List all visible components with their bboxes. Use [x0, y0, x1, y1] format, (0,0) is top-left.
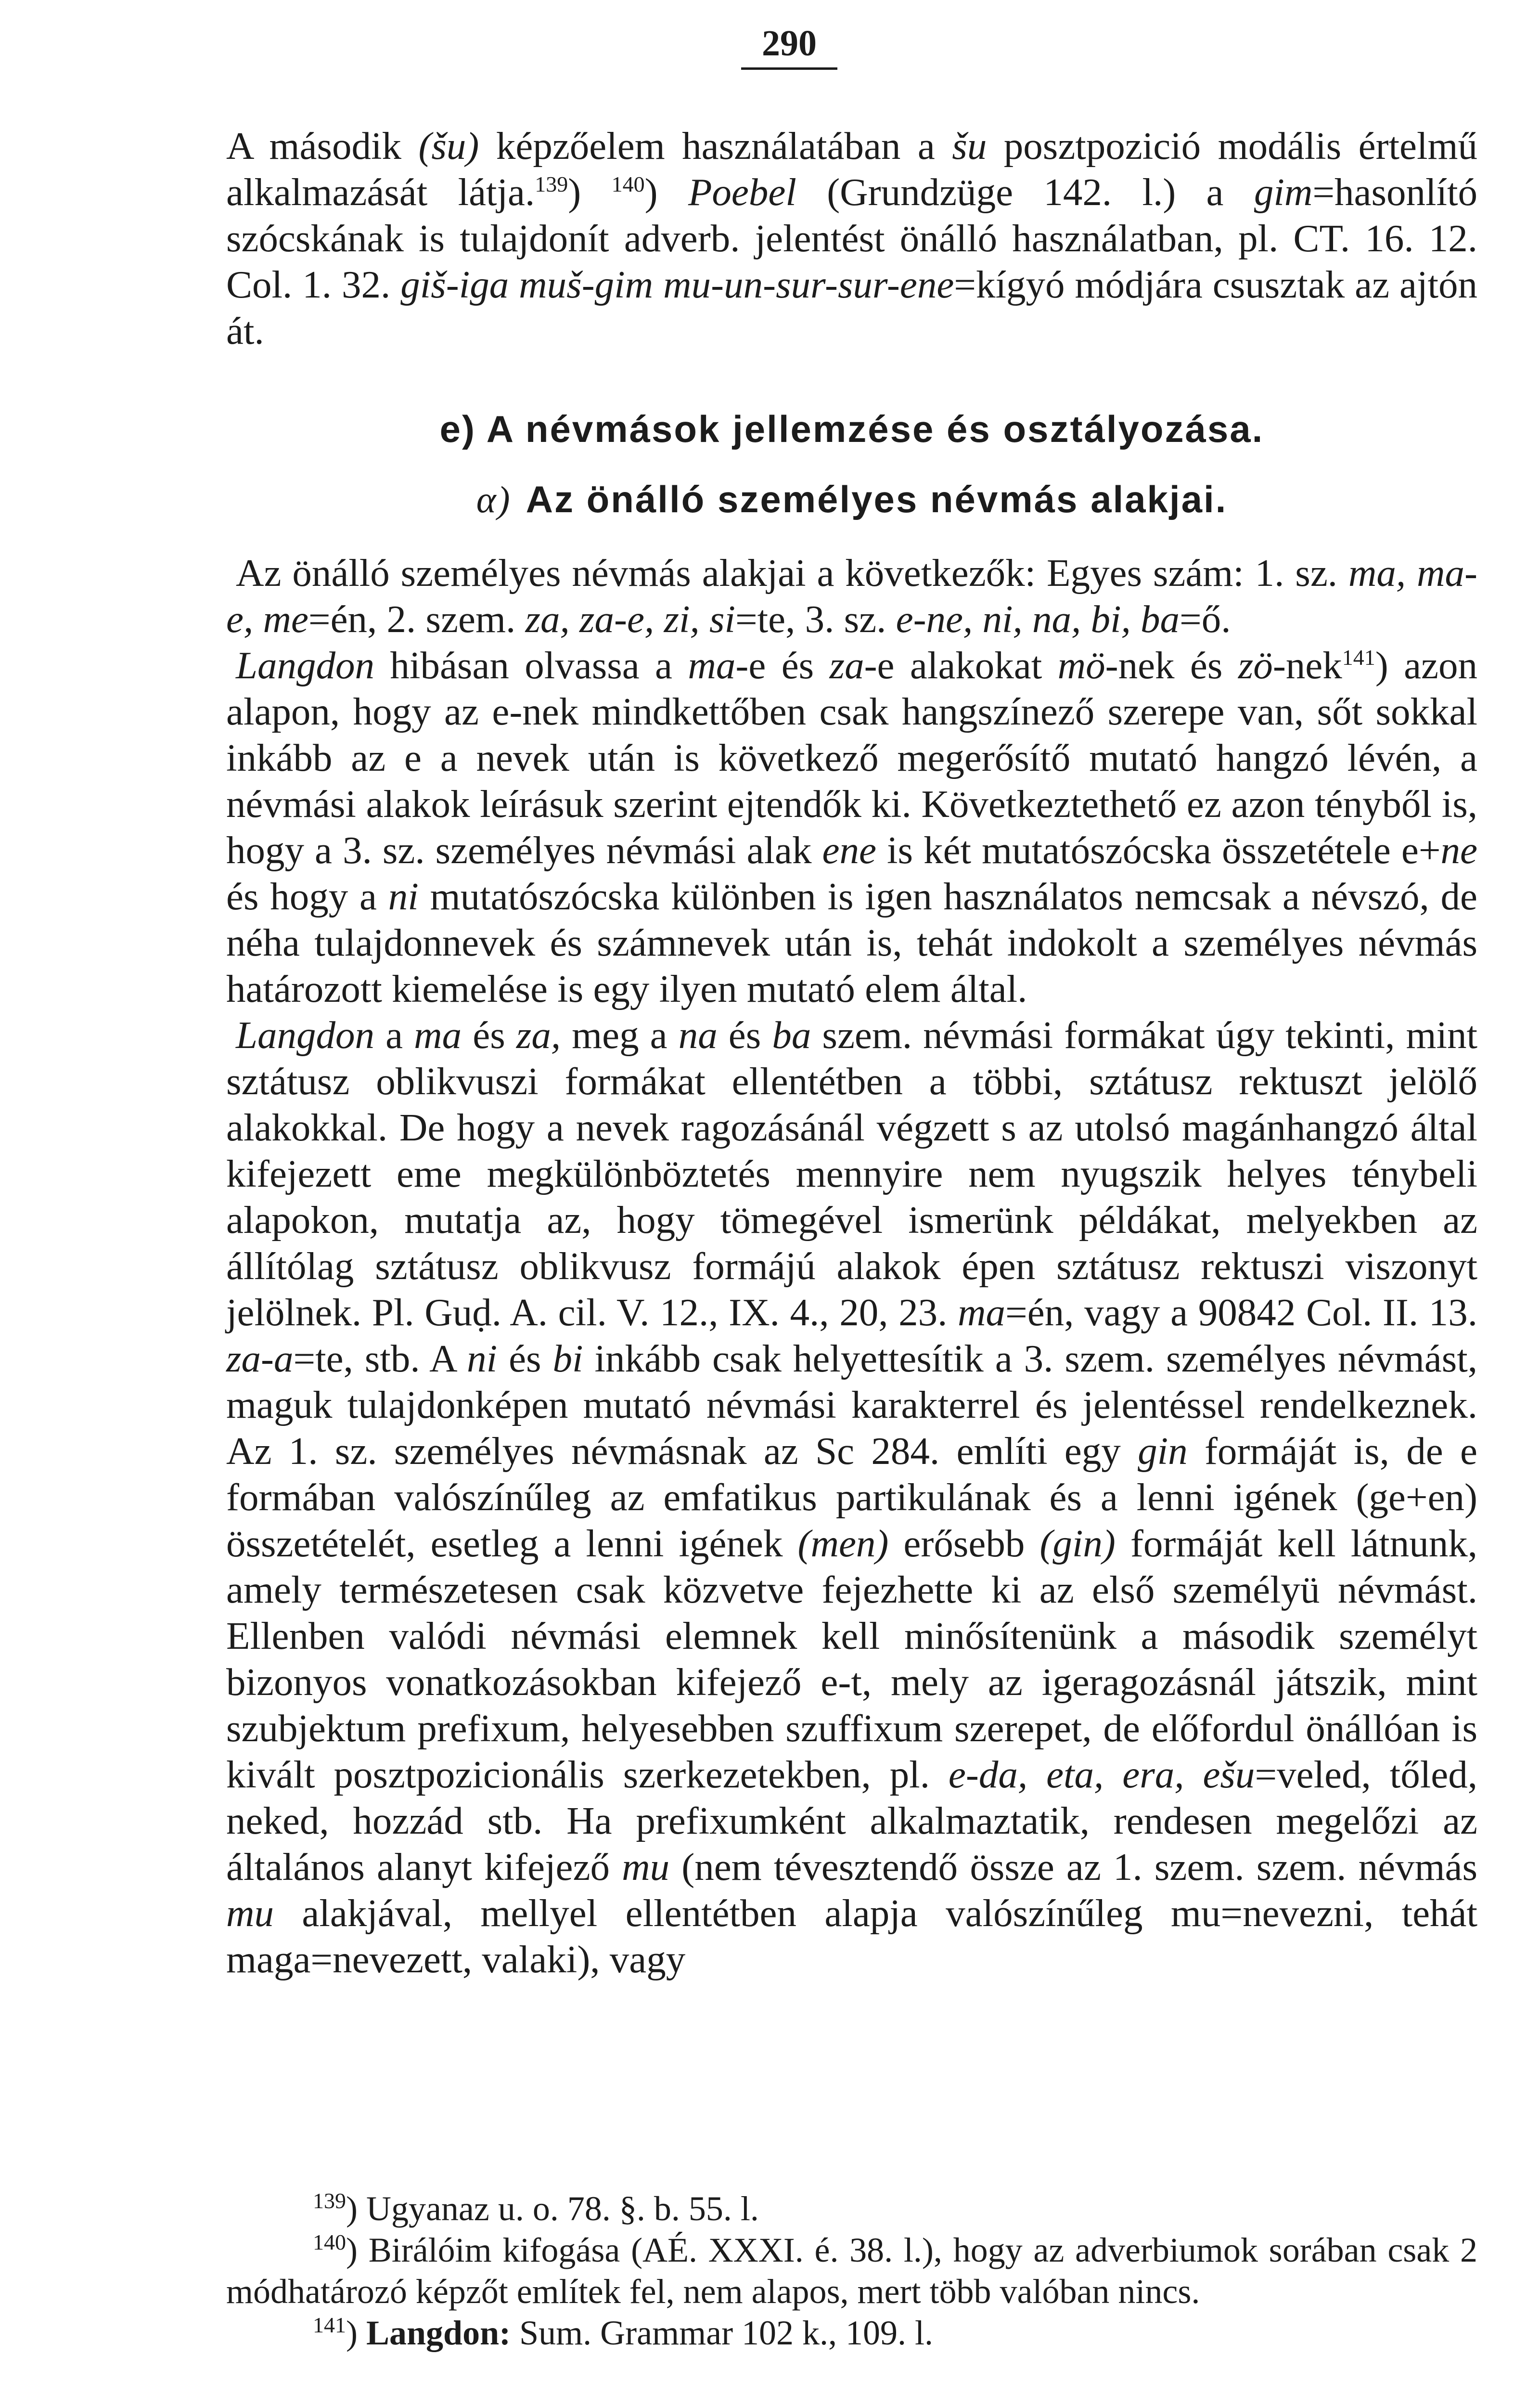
text-run: ) azon alapon, hogy az e-nek mindkettőben csak hangszínező szerepe van, sőt sokkal inkább az e a nevek után is következő megerősítő mutató hangzó lévén, a névmási alakok leírásuk szerint ejtendők ki. Következtethető ez azon tényből is, hogy a 3. sz. személyes névmási alak [226, 644, 1477, 872]
italic-term: ene [822, 828, 876, 872]
italic-term: šu [952, 124, 987, 168]
text-run: posztpozició modális értelmű alkalmazását látja. [226, 124, 1477, 214]
subsection-marker: α) [476, 479, 512, 520]
italic-term: mu [226, 1891, 274, 1935]
author-name: Langdon [236, 1013, 375, 1057]
paragraph-langdon-1 [226, 642, 1477, 1012]
italic-term: zö [1238, 644, 1273, 687]
footnote-number: 139 [313, 2188, 346, 2213]
page-number: 290 [741, 19, 837, 70]
text-run: meg a [561, 1013, 679, 1057]
italic-term: e-ne, ni, na, bi, ba [896, 597, 1180, 641]
text-run: a [374, 1013, 414, 1057]
text-run: (Grundzüge 142. l.) a [796, 170, 1254, 214]
footnote-text: ) Ugyanaz u. o. 78. §. b. 55. l. [346, 2189, 759, 2228]
text-run: mutatószócska különben is igen használatos nemcsak a névszó, de néha tulajdonnevek és számnevek után is, tehát indokolt a személyes névmás határozott kiemelése is egy ilyen mutató elem által. [226, 875, 1477, 1010]
section-heading: e) A névmások jellemzése és osztályozása. [439, 408, 1264, 450]
italic-term: ne [1440, 828, 1477, 872]
text-run: -e és [735, 644, 830, 687]
text-run: =én, vagy a 90842 Col. II. 13. [1005, 1291, 1478, 1334]
italic-term: ma [688, 644, 736, 687]
footnote-text: Sum. Grammar 102 k., 109. l. [511, 2314, 934, 2352]
text-run: =kígyó módjára csusztak az ajtón át. [226, 263, 1478, 352]
text-run: -nek [1272, 644, 1342, 687]
text-run: és [462, 1013, 516, 1057]
text-run: képzőelem használatában a [479, 124, 952, 168]
footnote-text: ) Birálóim kifogása (AÉ. XXXI. é. 38. l.), hogy az adverbiumok sorában csak 2 módhatározó képzőt említek fel, nem alapos, mert több valóban nincs. [226, 2231, 1477, 2311]
subsection-heading [226, 476, 1477, 523]
text-run: formáját kell látnunk, amely természetesen csak közvetve fejezhette ki az első személyü névmást. Ellenben valódi névmási elemnek kell minősítenünk a második személyt bizonyos vonatkozásokban kifejező e-t, mely az igeragozásnál játszik, mint szubjektum prefixum, helyesebben szuffixum szerepet, de előfordul önállóan is kivált posztpozicionális szerkezetekben, pl. [226, 1522, 1477, 1796]
text-run: is két mutatószócska összetétele e+ [876, 828, 1441, 872]
text-run: (nem tévesztendő össze az 1. szem. szem. névmás [669, 1845, 1477, 1889]
text-run: =veled, tőled, neked, hozzád stb. Ha prefixumként alkalmaztatik, rendesen megelőzi az általános alanyt kifejező [226, 1753, 1477, 1889]
text-run: Az önálló személyes névmás alakjai a következők: Egyes szám: 1. sz. [236, 551, 1348, 595]
text-run: =te, stb. A [293, 1337, 467, 1380]
footnote-text: ) [346, 2314, 366, 2352]
footnote-number: 140 [313, 2230, 346, 2254]
italic-term: ba [772, 1013, 811, 1057]
italic-term: za [829, 644, 864, 687]
footnote-141 [226, 2312, 1477, 2354]
paragraph-forms [226, 550, 1477, 642]
text-run: ) [568, 170, 581, 214]
text-run: =ő. [1180, 597, 1231, 641]
footnotes [226, 2188, 1477, 2354]
text-run: szem. névmási formákat úgy tekinti, mint sztátusz oblikvuszi formákat ellentétben a többi, sztátusz rektuszt jelölő alakokkal. De hogy a nevek ragozásánál végzett s az utolsó magánhangzó által kifejezett eme megkülönböztetés mennyire nem nyugszik helyes ténybeli alapokon, mutatja az, hogy tömegével ismerünk példákat, melyekben az állítólag sztátusz oblikvusz formájú alakok épen sztátusz rektuszi viszonyt jelölnek. Pl. Guḍ. A. cil. V. 12., IX. 4., 20, 23. [226, 1013, 1477, 1334]
italic-term: mö [1057, 644, 1105, 687]
text-run: inkább csak helyettesítik a 3. szem. személyes névmást, maguk tulajdonképen mutató névmási karakterrel és jelentéssel rendelkeznek. Az 1. sz. személyes névmásnak az Sc 284. említi egy [226, 1337, 1477, 1473]
italic-term: za-a [226, 1337, 294, 1380]
paragraph-langdon-2 [226, 1012, 1477, 1982]
text-run: =te, 3. sz. [735, 597, 896, 641]
italic-term: za, za-e, zi, si [525, 597, 735, 641]
footnote-139 [226, 2188, 1477, 2229]
subsection-title: Az önálló személyes névmás alakjai. [526, 478, 1228, 520]
text-run: =én, 2. szem. [308, 597, 526, 641]
italic-term: gin [1138, 1429, 1188, 1473]
main-text [226, 123, 1477, 1982]
italic-term: ma [414, 1013, 462, 1057]
italic-term: na [678, 1013, 718, 1057]
text-run: és hogy a [226, 875, 388, 918]
text-run: A második [226, 124, 419, 168]
italic-term: mu [622, 1845, 670, 1889]
text-run: erősebb [888, 1522, 1040, 1565]
text-run: -e alakokat [864, 644, 1058, 687]
text-run: és [717, 1013, 772, 1057]
text-run: -nek és [1105, 644, 1238, 687]
italic-term: e-da, eta, era, ešu [948, 1753, 1255, 1796]
footnote-ref-141: 141 [1342, 645, 1375, 670]
italic-term: ma [958, 1291, 1006, 1334]
footnote-ref-140: 140 [611, 172, 645, 196]
author-name: Poebel [688, 170, 796, 214]
sumerian-example: giš-iga muš-gim mu-un-sur-sur-ene [400, 263, 954, 306]
text-run: és [497, 1337, 553, 1380]
italic-term: gim [1254, 170, 1313, 214]
author-name: Langdon [236, 644, 375, 687]
italic-term: bi [552, 1337, 583, 1380]
text-run: formáját is, de e formában valószínűleg az emfatikus partikulának és a lenni igének (ge+en) összetételét, esetleg a lenni igének [226, 1429, 1477, 1565]
italic-term: (gin) [1040, 1522, 1116, 1565]
italic-term: ma, ma-e, me [226, 551, 1477, 641]
italic-term: ni [467, 1337, 498, 1380]
italic-term: (šu) [418, 124, 479, 168]
text-run: hibásan olvassa a [374, 644, 688, 687]
author-name: Langdon: [366, 2314, 511, 2352]
intro-paragraph [226, 123, 1477, 354]
footnote-ref-139: 139 [535, 172, 568, 196]
footnote-140 [226, 2229, 1477, 2312]
footnote-number: 141 [313, 2313, 346, 2337]
text-run: ) [644, 170, 658, 214]
text-run: =hasonlító szócskának is tulajdonít adverb. jelentést önálló használatban, pl. CT. 16. 12. Col. 1. 32. [226, 170, 1478, 306]
italic-term: za, [516, 1013, 561, 1057]
text-run: alakjával, mellyel ellentétben alapja valószínűleg mu=nevezni, tehát maga=nevezett, valaki), vagy [226, 1891, 1477, 1981]
italic-term: ni [388, 875, 419, 918]
italic-term: (men) [797, 1522, 889, 1565]
